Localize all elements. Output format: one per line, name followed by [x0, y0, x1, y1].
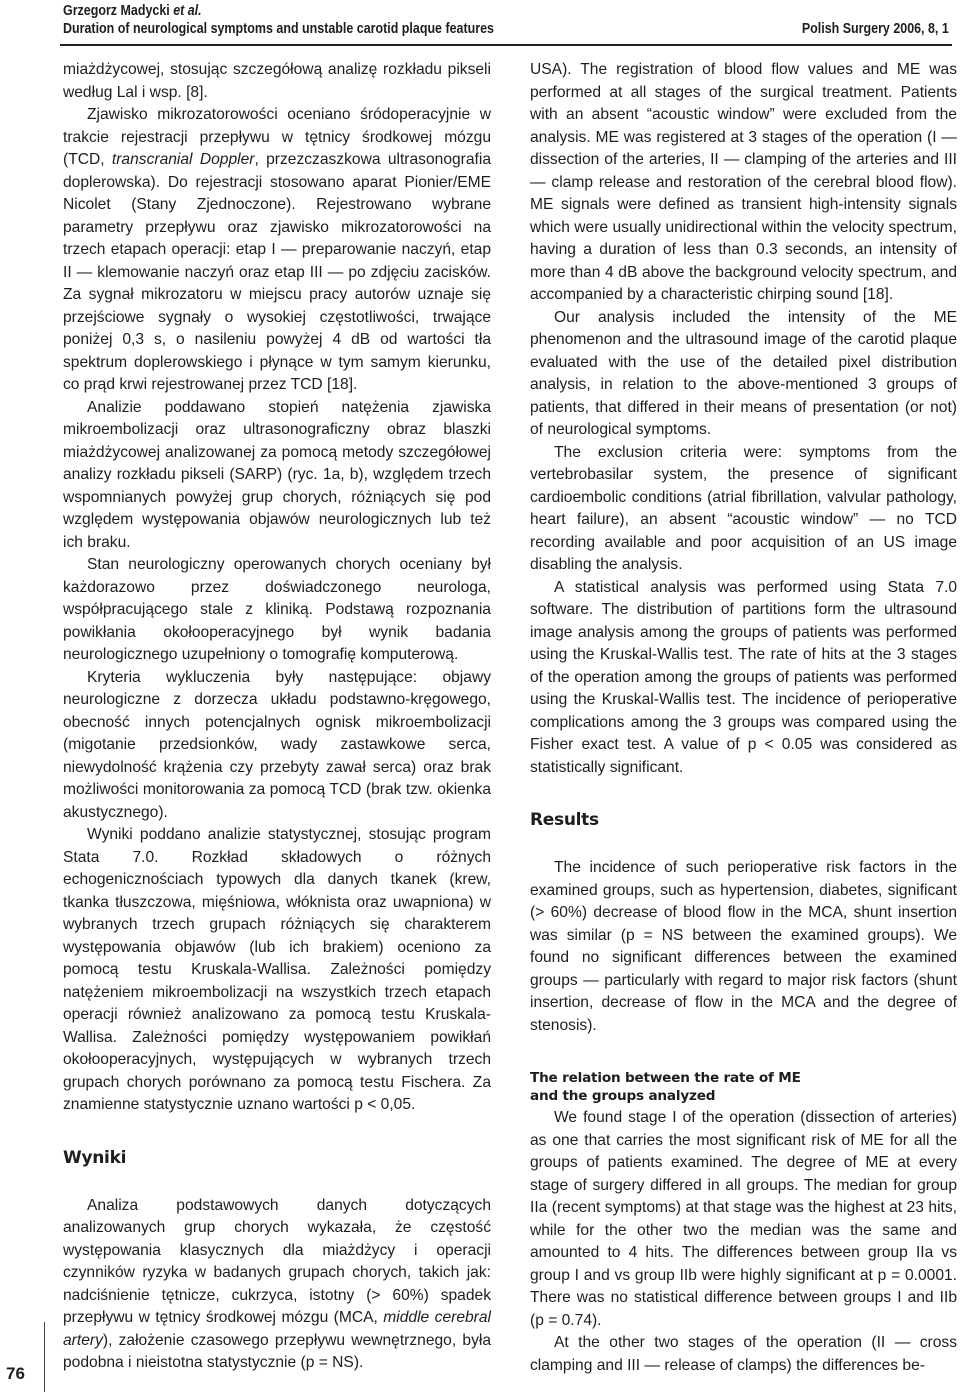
- paragraph-text: , przezczaszkowa ultrasonografia doplerowska). Do rejestracji stosowano aparat Pionier/EME Nicolet (Stany Zjednoczone). Rejestrowano wybrane parametry przepływu oraz zjawisko mikrozatorowości na trzech etapach operacji: etap I — preparowanie naczyń, etap II — klemowanie naczyń oraz etap III — po zdjęciu zacisków. Za sygnał mikrozatoru w miejscu pracy autorów uznaje się przejściowe sygnały o wysokiej częstotliwości, trwające poniżej 0,3 s, o nasileniu powyżej 4 dB od wartości tła spektrum doplerowskiego i płynące w tym samym kierunku, co prąd krwi rejestrowanej przez TCD [18].: [63, 151, 491, 393]
- section-heading-wyniki: Wyniki: [63, 1147, 127, 1168]
- header-author-suffix: et al.: [173, 3, 202, 19]
- paragraph-emphasis: transcranial Doppler: [111, 151, 255, 168]
- paragraph: The exclusion criteria were: symptoms from the vertebrobasilar system, the presence of significant cardioembolic conditions (atrial fibrillation, valvular pathology, heart failure), an absent “acoustic window” — no TCD recording available and poor acquisition of an US image disabling the analysis.: [530, 443, 957, 573]
- paragraph: Analizie poddawano stopień natężenia zjawiska mikroembolizacji oraz ultrasonograficzny obraz blaszki miażdżycowej analizowanej za pomocą metody szczegółowej analizy rozkładu pikseli (SARP) (ryc. 1a, b), względem trzech wspomnianych powyżej grup chorych, różniących się pod względem występowania objawów neurologicznych lub też ich braku.: [63, 398, 491, 551]
- left-column: [63, 59, 491, 1375]
- paragraph: miażdżycowej, stosując szczegółową analizę rozkładu pikseli według Lal i wsp. [8].: [63, 61, 491, 101]
- header-author: Grzegorz Madycki et al.: [63, 3, 202, 19]
- paragraph: [63, 104, 491, 397]
- header-journal: Polish Surgery 2006, 8, 1: [801, 21, 949, 37]
- subsection-heading-line: and the groups analyzed: [530, 1088, 716, 1104]
- paragraph-text: Analiza podstawowych danych dotyczących analizowanych grup chorych wykazała, że częstość występowania klasycznych dla miażdżycy i operacji czynników ryzyka w badanych grupach chorych, takich jak: nadciśnienie tętnicze, cukrzyca, istotny (> 60%) spadek przepływu w tętnicy środkowej mózgu (MCA,: [63, 1196, 491, 1326]
- subsection-heading-line: The relation between the rate of ME: [530, 1070, 801, 1086]
- paragraph: The incidence of such perioperative risk factors in the examined groups, such as hypertension, diabetes, significant (> 60%) decrease of blood flow in the MCA, shunt insertion was similar (p = NS between the examined groups). We found no significant differences between the examined groups — particularly with regard to major risk factors (shunt insertion, decrease of flow in the MCA and the degree of stenosis).: [530, 859, 957, 1034]
- subsection-heading: [530, 1069, 957, 1105]
- paragraph: Our analysis included the intensity of the ME phenomenon and the ultrasound image of the carotid plaque evaluated with the use of the detailed pixel distribution analysis, in relation to the above-mentioned 3 groups of patients, that differed in their means of presentation (or not) of neurological symptoms.: [530, 308, 957, 438]
- paragraph: At the other two stages of the operation (II — cross clamping and III — release of clamps) the differences be-: [530, 1334, 957, 1374]
- paragraph: [63, 1195, 491, 1375]
- paragraph: A statistical analysis was performed using Stata 7.0 software. The distribution of partitions form the ultrasound image analysis among the groups of patients was performed using the Kruskal-Wallis test. The rate of hits at the 3 stages of the operation among the groups of patients was performed using the Kruskal-Wallis test. The incidence of perioperative complications among the 3 groups was compared using the Fisher exact test. A value of p < 0.05 was considered as statistically significant.: [530, 578, 957, 776]
- paragraph: We found stage I of the operation (dissection of arteries) as one that carries the most significant risk of ME for all the groups of patients examined. The degree of ME at every stage of surgery differed in all groups. The median for group IIa (recent symptoms) at that stage was the highest at 23 hits, while for the other two the median was the same and amounted to 4 hits. The differences between group IIa vs group I and vs group IIb were highly significant at p = 0.0001. There was no statistical difference between groups I and IIb (p = 0.74).: [530, 1109, 957, 1329]
- page-number-rule: [44, 1322, 45, 1392]
- paragraph-text: Zjawisko mikrozatorowości oceniano śródoperacyjnie w trakcie rejestracji przepływu w tętnicy środkowej mózgu (TCD,: [63, 106, 491, 168]
- paragraph: Stan neurologiczny operowanych chorych oceniany był każdorazowo przez doświadczonego neurologa, współpracującego stale z kliniką. Podstawą rozpoznania powikłania okołooperacyjnego był wynik badania neurologicznego uzupełniony o tomografię komputerową.: [63, 556, 491, 663]
- paragraph-emphasis: middle cerebral artery: [63, 1309, 491, 1349]
- section-heading-results: Results: [530, 810, 599, 830]
- paragraph: Wyniki poddano analizie statystycznej, stosując program Stata 7.0. Rozkład składowych o różnych echogenicznościach typowych dla danych tkanek (krew, tkanka tłuszczowa, mięśniowa, włóknista oraz uwapniona) w wybranych trzech grupach różniących się charakterem występowania objawów (lub ich brakiem) oceniono za pomocą testu Kruskala-Wallisa. Zależności pomiędzy natężeniem mikroembolizacji na wszystkich trzech etapach operacji również analizowano za pomocą testu Kruskala-Wallisa. Zależności pomiędzy występowaniem powikłań okołooperacyjnych, występujących w wybranych trzech grupach chorych porównano za pomocą testu Fischera. Za znamienne statystycznie uznano wartości p < 0,05.: [63, 826, 491, 1113]
- header-rule: [60, 44, 952, 46]
- header-running-title: Duration of neurological symptoms and unstable carotid plaque features: [63, 21, 494, 37]
- right-column: [530, 59, 957, 1377]
- paragraph: USA). The registration of blood flow values and ME was performed at all stages of the surgical treatment. Patients with an absent “acoustic window” were excluded from the analysis. ME was registered at 3 stages of the operation (I — dissection of the arteries, II — clamping of the arteries and III — clamp release and restoration of the cerebral blood flow). ME signals were defined as transient high-intensity signals which were usually unidirectional within the velocity spectrum, having a duration of less than 0.3 seconds, an intensity of more than 4 dB above the background velocity spectrum, and accompanied by a characteristic chirping sound [18].: [530, 61, 957, 303]
- page-number: 76: [6, 1364, 25, 1383]
- paragraph: Kryteria wykluczenia były następujące: objawy neurologiczne z dorzecza układu podstawno-kręgowego, obecność innych potencjalnych ognisk mikroembolizacji (migotanie przedsionków, wady zastawkowe serca, niewydolność krążenia czy przebyty zawał serca) oraz brak możliwości monitorowania za pomocą TCD (brak tzw. okienka akustycznego).: [63, 668, 491, 821]
- paragraph-text: ), założenie czasowego przepływu wewnętrznego, była podobna i nieistotna statystycznie (p = NS).: [63, 1331, 491, 1371]
- running-header: [63, 2, 949, 44]
